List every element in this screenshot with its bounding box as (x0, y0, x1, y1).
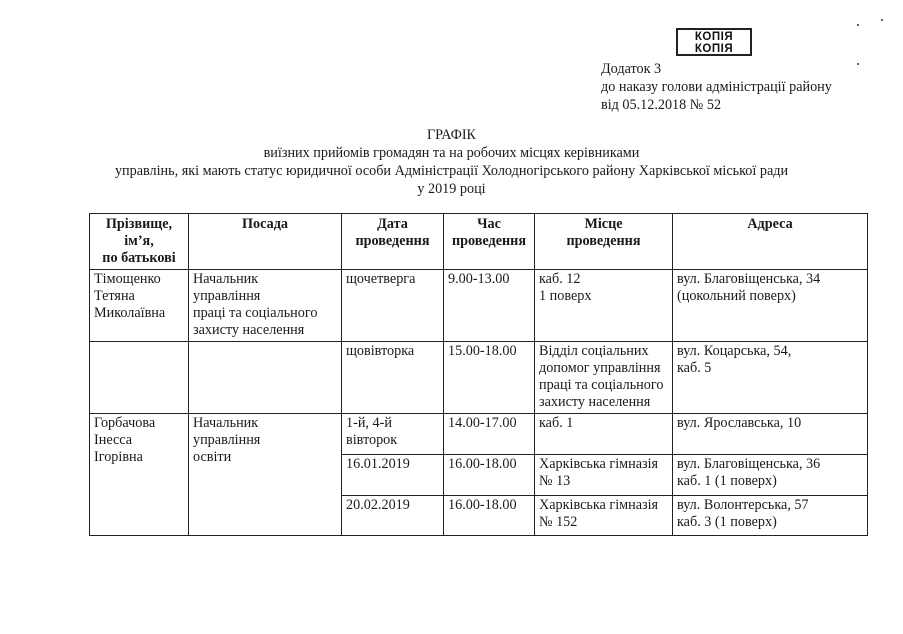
cell-text: 1-й, 4-й (346, 415, 392, 431)
cell-text: 1 поверх (539, 288, 592, 304)
schedule-table (89, 213, 868, 536)
header-text: по батькові (102, 250, 176, 266)
appendix-line: від 05.12.2018 № 52 (601, 97, 722, 113)
cell-time (444, 455, 535, 496)
cell-text: щочетверга (346, 271, 416, 287)
cell-time (444, 342, 535, 414)
cell-text: вул. Коцарська, 54, (677, 343, 792, 359)
cell-text: Миколаївна (94, 305, 166, 321)
cell-text: 9.00-13.00 (448, 271, 510, 287)
cell-address (673, 270, 868, 342)
header-text: проведення (355, 233, 430, 249)
header-date (342, 214, 444, 270)
document-title (0, 126, 903, 198)
table-row (90, 270, 868, 342)
cell-place (535, 455, 673, 496)
scan-speck (881, 19, 883, 21)
cell-text: каб. 1 (1 поверх) (677, 473, 777, 489)
cell-text: управління (193, 432, 261, 448)
cell-text: освіти (193, 449, 232, 465)
appendix-line: до наказу голови адміністрації району (601, 79, 832, 95)
header-text: Час (477, 216, 501, 232)
cell-address (673, 342, 868, 414)
cell-name-empty (90, 342, 189, 414)
cell-text: Ігорівна (94, 449, 143, 465)
cell-text: каб. 3 (1 поверх) (677, 514, 777, 530)
cell-text: захисту населення (539, 394, 651, 410)
stamp-line-2: КОПІЯ (694, 43, 734, 55)
cell-time (444, 496, 535, 536)
cell-text: № 152 (539, 514, 578, 530)
header-text: Місце (584, 216, 623, 232)
header-address (673, 214, 868, 270)
cell-text: вул. Благовіщенська, 36 (677, 456, 821, 472)
header-text: проведення (451, 233, 527, 249)
header-place (535, 214, 673, 270)
cell-address (673, 414, 868, 455)
cell-time (444, 270, 535, 342)
cell-place (535, 270, 673, 342)
cell-text: вул. Благовіщенська, 34 (677, 271, 821, 287)
cell-text: 16.01.2019 (346, 456, 410, 472)
cell-text: Горбачова (94, 415, 156, 431)
cell-text: 15.00-18.00 (448, 343, 517, 359)
cell-place (535, 414, 673, 455)
table-row (90, 342, 868, 414)
cell-address (673, 455, 868, 496)
cell-place (535, 342, 673, 414)
stamp-line-1: КОПІЯ (694, 31, 734, 43)
copy-stamp (676, 28, 752, 56)
cell-text: вівторок (346, 432, 398, 448)
cell-text: № 13 (539, 473, 571, 489)
cell-text: Тімощенко (94, 271, 161, 287)
header-text: Прізвище, (105, 216, 173, 232)
header-text: проведення (566, 233, 641, 249)
cell-text: каб. 1 (539, 415, 574, 431)
appendix-note (601, 60, 901, 114)
cell-text: Тетяна (94, 288, 135, 304)
title-line: у 2019 році (417, 181, 486, 197)
cell-name (90, 414, 189, 536)
table-row (90, 414, 868, 455)
header-row (90, 214, 868, 270)
cell-text: праці та соціального (539, 377, 664, 393)
appendix-line: Додаток 3 (601, 61, 662, 77)
cell-text: Начальник (193, 415, 259, 431)
cell-text: Харківська гімназія (539, 456, 659, 472)
cell-date (342, 414, 444, 455)
header-text: ім’я, (124, 233, 154, 249)
cell-text: захисту населення (193, 322, 305, 338)
cell-text: щовівторка (346, 343, 415, 359)
cell-date (342, 342, 444, 414)
cell-position-empty (189, 342, 342, 414)
cell-text: Інесса (94, 432, 133, 448)
cell-text: 16.00-18.00 (448, 497, 517, 513)
cell-name (90, 270, 189, 342)
cell-address (673, 496, 868, 536)
cell-text: 20.02.2019 (346, 497, 410, 513)
cell-text: Харківська гімназія (539, 497, 659, 513)
header-position (189, 214, 342, 270)
cell-text: вул. Волонтерська, 57 (677, 497, 809, 513)
title-heading: ГРАФІК (426, 127, 477, 143)
title-line: виїзних прийомів громадян та на робочих місцях керівниками (263, 145, 640, 161)
cell-date (342, 496, 444, 536)
cell-text: управління (193, 288, 261, 304)
scan-speck (857, 24, 859, 26)
cell-place (535, 496, 673, 536)
cell-text: 16.00-18.00 (448, 456, 517, 472)
header-text: Адреса (747, 216, 793, 232)
cell-text: Начальник (193, 271, 259, 287)
cell-text: каб. 5 (677, 360, 712, 376)
header-name (90, 214, 189, 270)
cell-text: 14.00-17.00 (448, 415, 517, 431)
header-time (444, 214, 535, 270)
header-text: Дата (377, 216, 408, 232)
cell-text: (цокольний поверх) (677, 288, 796, 304)
title-line: управлінь, які мають статус юридичної особи Адміністрації Холодногірського району Харківської міської ради (114, 163, 789, 179)
cell-date (342, 455, 444, 496)
cell-text: допомог управління (539, 360, 661, 376)
cell-text: праці та соціального (193, 305, 318, 321)
cell-date (342, 270, 444, 342)
cell-text: вул. Ярославська, 10 (677, 415, 802, 431)
cell-position (189, 414, 342, 536)
cell-position (189, 270, 342, 342)
cell-text: Відділ соціальних (539, 343, 649, 359)
cell-text: каб. 12 (539, 271, 581, 287)
header-text: Посада (242, 216, 288, 232)
cell-time (444, 414, 535, 455)
